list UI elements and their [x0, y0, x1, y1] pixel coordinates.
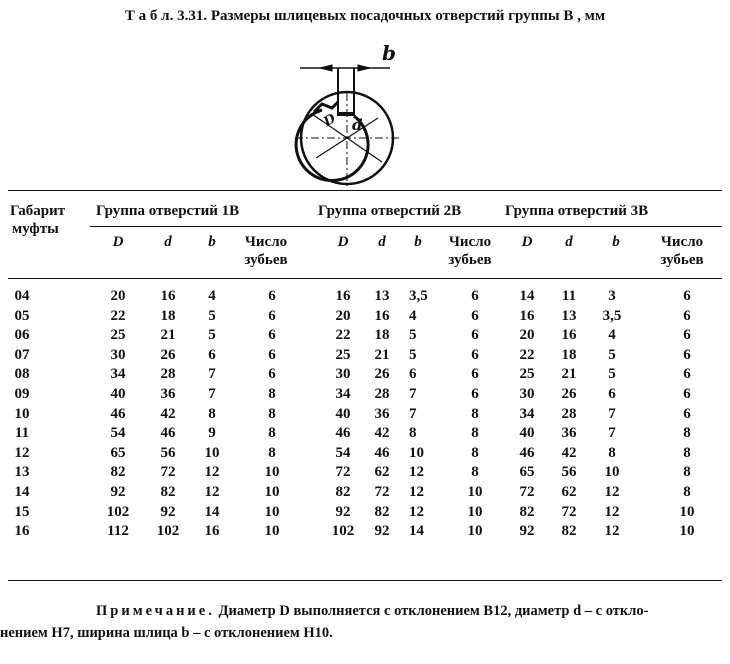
table-cell: 3,5 — [409, 288, 428, 304]
table-cell: 65 — [110, 444, 126, 461]
table-cell: 13 — [561, 307, 577, 324]
header-size-2: муфты — [12, 221, 59, 237]
table-cell: 10 — [14, 405, 30, 422]
table-cell: 56 — [561, 464, 577, 481]
table-cell: 34 — [110, 366, 126, 383]
note-line-2: нением Н7, ширина шлица b – с отклонением Н10. — [0, 625, 333, 641]
table-cell: 26 — [561, 386, 577, 402]
table-cell: 7 — [208, 386, 216, 402]
table-cell: 82 — [519, 503, 535, 520]
table-cell: 36 — [561, 425, 577, 442]
table-cell: 7 — [208, 366, 216, 383]
table-cell: 10 — [264, 523, 280, 540]
subheader-teeth-1: зубьев — [244, 252, 288, 268]
header-group-3: Группа отверстий 3В — [505, 203, 649, 219]
table-cell: 8 — [471, 405, 479, 422]
table-cell: 28 — [561, 405, 577, 422]
subheader-d-1: d — [164, 234, 172, 250]
table-cell: 6 — [208, 346, 216, 363]
table-cell: 12 — [604, 503, 620, 520]
table-cell: 6 — [471, 327, 479, 344]
table-cell: 21 — [374, 346, 390, 363]
table-cell: 112 — [107, 523, 129, 540]
table-cell: 6 — [683, 288, 691, 304]
note-label: Примечание. — [96, 603, 215, 619]
table-cell: 06 — [14, 327, 30, 344]
table-cell: 8 — [268, 425, 276, 442]
table-cell: 46 — [335, 425, 351, 442]
table-cell: 7 — [409, 405, 417, 422]
table-cell: 92 — [335, 503, 351, 520]
table-cell: 10 — [467, 484, 483, 500]
table-cell: 10 — [467, 523, 483, 540]
table-cell: 14 — [409, 523, 424, 540]
table-cell: 4 — [608, 327, 616, 344]
table-cell: 82 — [335, 484, 351, 500]
table-cell: 6 — [608, 386, 616, 402]
table-cell: 16 — [561, 327, 577, 344]
table-cell: 11 — [14, 425, 30, 442]
table-cell: 102 — [331, 523, 355, 540]
table-cell: 54 — [335, 444, 351, 461]
table-cell: 10 — [604, 464, 620, 481]
table-cell: 13 — [14, 464, 30, 481]
table-cell: 12 — [409, 503, 424, 520]
table-cell: 28 — [374, 386, 390, 402]
table-cell: 12 — [604, 484, 620, 500]
table-cell: 05 — [14, 307, 30, 324]
subheader-teeth-2: зубьев — [448, 252, 492, 268]
table-cell: 14 — [14, 484, 30, 500]
table-cell: 6 — [268, 366, 276, 383]
bottom-rule — [8, 580, 722, 581]
spline-hole-diagram — [290, 38, 410, 188]
table-cell: 82 — [561, 523, 577, 540]
table-cell: 6 — [471, 346, 479, 363]
table-cell: 6 — [683, 405, 691, 422]
table-cell: 40 — [110, 386, 126, 402]
table-cell: 6 — [471, 307, 479, 324]
table-cell: 54 — [110, 425, 126, 442]
diagram-label-b: b — [382, 41, 396, 65]
table-cell: 56 — [160, 444, 176, 461]
note-line-1: Диаметр D выполняется с отклонением В12, диаметр d – с откло- — [218, 603, 649, 619]
table-cell: 18 — [561, 346, 577, 363]
table-cell: 6 — [268, 327, 276, 344]
table-cell: 18 — [160, 307, 176, 324]
header-group-2: Группа отверстий 2В — [318, 203, 462, 219]
header-group-1: Группа отверстий 1В — [96, 203, 240, 219]
group-underline — [90, 226, 722, 227]
table-cell: 6 — [683, 386, 691, 402]
table-cell: 3,5 — [602, 307, 622, 324]
table-cell: 20 — [335, 307, 351, 324]
subheader-b-2: b — [414, 234, 422, 250]
table-cell: 12 — [14, 444, 30, 461]
table-cell: 10 — [264, 503, 280, 520]
subheader-teeth-2: Число — [448, 234, 492, 250]
table-cell: 5 — [608, 346, 616, 363]
table-cell: 14 — [204, 503, 220, 520]
table-cell: 6 — [471, 288, 479, 304]
table-cell: 25 — [519, 366, 535, 383]
table-cell: 8 — [608, 444, 616, 461]
table-cell: 5 — [208, 307, 216, 324]
table-cell: 10 — [467, 503, 483, 520]
subheader-d-3: d — [565, 234, 573, 250]
table-cell: 8 — [471, 464, 479, 481]
table-cell: 16 — [519, 307, 535, 324]
subheader-d-2: d — [378, 234, 386, 250]
table-cell: 30 — [335, 366, 351, 383]
table-cell: 72 — [374, 484, 390, 500]
table-cell: 5 — [608, 366, 616, 383]
table-cell: 46 — [519, 444, 535, 461]
table-cell: 8 — [409, 425, 417, 442]
table-note — [0, 600, 726, 644]
table-cell: 8 — [208, 405, 216, 422]
table-cell: 6 — [471, 386, 479, 402]
table-cell: 34 — [335, 386, 351, 402]
table-cell: 25 — [110, 327, 126, 344]
table-cell: 102 — [106, 503, 130, 520]
table-cell: 8 — [268, 386, 276, 402]
header-rule — [8, 278, 722, 279]
table-cell: 8 — [471, 425, 479, 442]
table-cell: 12 — [409, 484, 424, 500]
table-cell: 42 — [160, 405, 176, 422]
diagram-label-d: d — [352, 116, 363, 134]
diagram-label-D: D — [321, 111, 339, 130]
table-cell: 42 — [374, 425, 390, 442]
table-cell: 16 — [204, 523, 220, 540]
table-cell: 72 — [519, 484, 535, 500]
table-cell: 72 — [335, 464, 351, 481]
table-cell: 12 — [204, 464, 220, 481]
table-cell: 22 — [110, 307, 126, 324]
subheader-teeth-1: Число — [244, 234, 288, 250]
table-cell: 6 — [268, 307, 276, 324]
table-cell: 92 — [374, 523, 390, 540]
table-cell: 10 — [264, 464, 280, 481]
table-cell: 6 — [471, 366, 479, 383]
table-cell: 18 — [374, 327, 390, 344]
table-cell: 4 — [409, 307, 417, 324]
table-cell: 34 — [519, 405, 535, 422]
table-cell: 21 — [561, 366, 577, 383]
table-cell: 13 — [374, 288, 390, 304]
table-cell: 3 — [608, 288, 616, 304]
table-cell: 10 — [264, 484, 280, 500]
table-cell: 42 — [561, 444, 577, 461]
table-cell: 20 — [110, 288, 126, 304]
table-cell: 46 — [160, 425, 176, 442]
table-cell: 11 — [561, 288, 577, 304]
table-cell: 12 — [409, 464, 424, 481]
table-cell: 4 — [208, 288, 216, 304]
table-cell: 82 — [110, 464, 126, 481]
table-cell: 26 — [160, 346, 176, 363]
table-cell: 72 — [160, 464, 176, 481]
table-cell: 14 — [519, 288, 535, 304]
table-cell: 8 — [268, 444, 276, 461]
table-cell: 20 — [519, 327, 535, 344]
table-cell: 82 — [374, 503, 390, 520]
subheader-teeth-3: Число — [660, 234, 704, 250]
table-cell: 8 — [683, 425, 691, 442]
table-cell: 6 — [268, 346, 276, 363]
table-cell: 09 — [14, 386, 30, 402]
table-cell: 62 — [374, 464, 390, 481]
table-cell: 28 — [160, 366, 176, 383]
table-cell: 15 — [14, 503, 30, 520]
subheader-D-3: D — [521, 234, 533, 250]
top-rule — [8, 190, 722, 191]
table-cell: 10 — [204, 444, 220, 461]
table-cell: 7 — [608, 425, 616, 442]
table-cell: 5 — [208, 327, 216, 344]
table-cell: 40 — [519, 425, 535, 442]
table-cell: 8 — [683, 484, 691, 500]
table-cell: 5 — [409, 346, 417, 363]
table-cell: 36 — [160, 386, 176, 402]
table-cell: 07 — [14, 346, 30, 363]
table-cell: 6 — [683, 366, 691, 383]
table-cell: 46 — [374, 444, 390, 461]
table-cell: 8 — [471, 444, 479, 461]
table-cell: 8 — [268, 405, 276, 422]
table-cell: 04 — [14, 288, 30, 304]
table-cell: 40 — [335, 405, 351, 422]
table-cell: 6 — [683, 307, 691, 324]
table-cell: 8 — [683, 464, 691, 481]
table-cell: 08 — [14, 366, 30, 383]
table-cell: 7 — [409, 386, 417, 402]
table-cell: 16 — [374, 307, 390, 324]
table-cell: 10 — [679, 503, 695, 520]
subheader-b-1: b — [208, 234, 216, 250]
subheader-teeth-3: зубьев — [660, 252, 704, 268]
header-size-1: Габарит — [10, 203, 66, 219]
table-cell: 92 — [160, 503, 176, 520]
table-cell: 10 — [409, 444, 424, 461]
table-cell: 8 — [683, 444, 691, 461]
table-cell: 16 — [335, 288, 351, 304]
subheader-b-3: b — [612, 234, 620, 250]
table-cell: 16 — [14, 523, 30, 540]
table-cell: 6 — [409, 366, 417, 383]
table-title: Т а б л. 3.31. Размеры шлицевых посадочных отверстий группы В , мм — [124, 8, 606, 24]
table-cell: 30 — [519, 386, 535, 402]
table-cell: 65 — [519, 464, 535, 481]
table-cell: 102 — [156, 523, 180, 540]
table-cell: 30 — [110, 346, 126, 363]
table-cell: 21 — [160, 327, 176, 344]
table-cell: 12 — [204, 484, 220, 500]
table-cell: 6 — [683, 346, 691, 363]
table-cell: 72 — [561, 503, 577, 520]
subheader-D-1: D — [112, 234, 124, 250]
table-cell: 9 — [208, 425, 216, 442]
table-cell: 5 — [409, 327, 417, 344]
subheader-D-2: D — [337, 234, 349, 250]
table-cell: 22 — [519, 346, 535, 363]
table-cell: 82 — [160, 484, 176, 500]
table-cell: 7 — [608, 405, 616, 422]
table-cell: 92 — [519, 523, 535, 540]
table-cell: 92 — [110, 484, 126, 500]
table-cell: 16 — [160, 288, 176, 304]
table-cell: 62 — [561, 484, 577, 500]
table-cell: 36 — [374, 405, 390, 422]
table-cell: 10 — [679, 523, 695, 540]
table-cell: 26 — [374, 366, 390, 383]
table-cell: 25 — [335, 346, 351, 363]
table-cell: 6 — [268, 288, 276, 304]
table-cell: 12 — [604, 523, 620, 540]
table-cell: 22 — [335, 327, 351, 344]
table-cell: 46 — [110, 405, 126, 422]
table-cell: 6 — [683, 327, 691, 344]
